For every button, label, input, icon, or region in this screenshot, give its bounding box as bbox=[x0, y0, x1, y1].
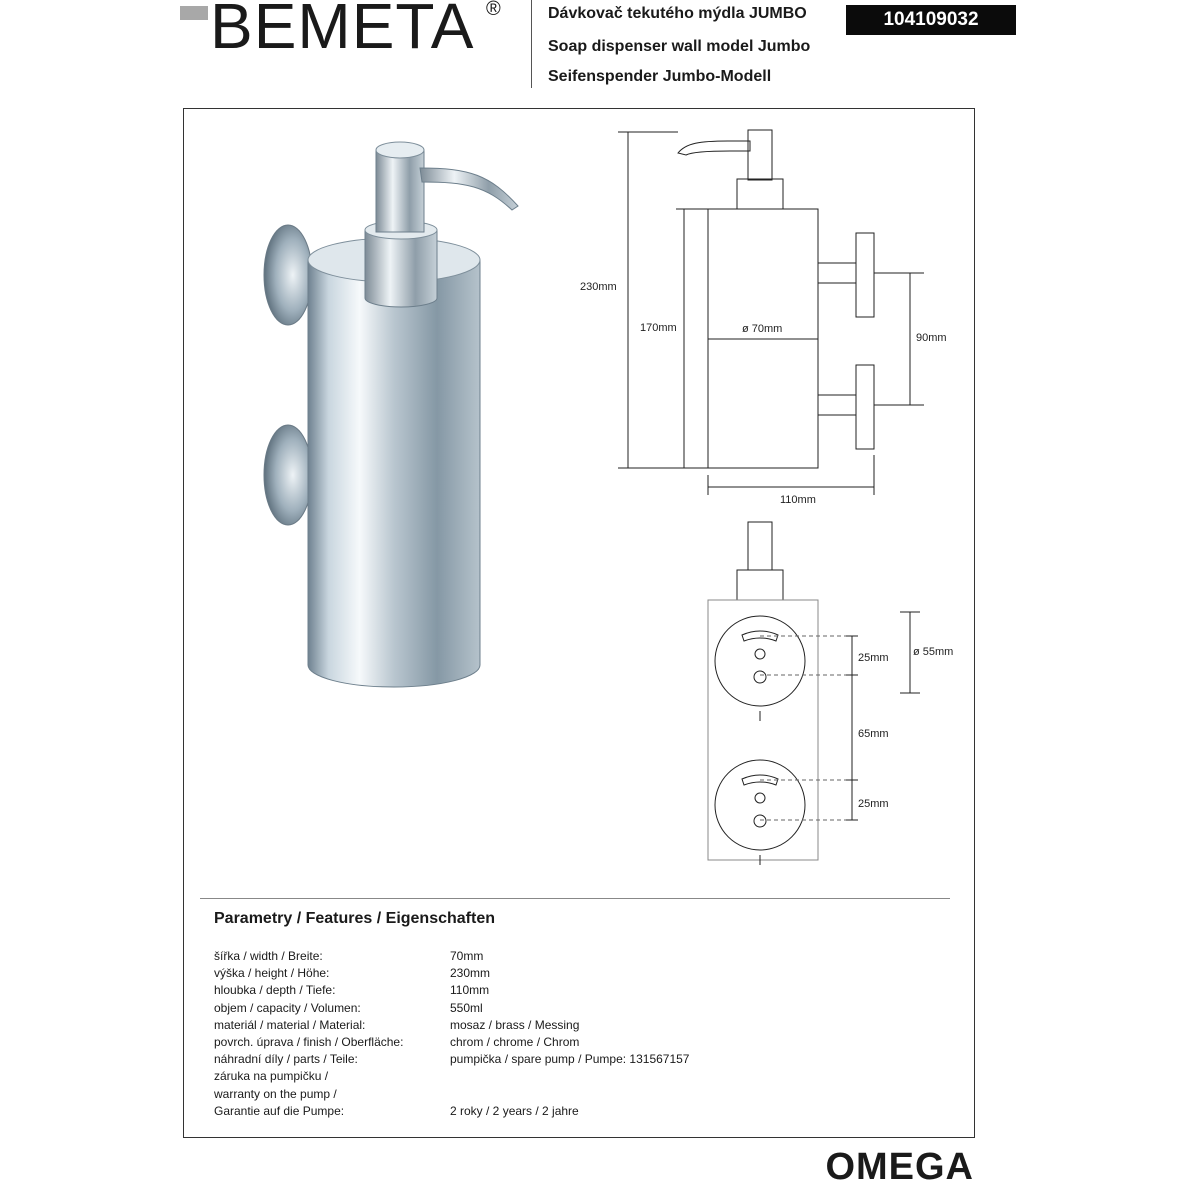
spec-row bbox=[214, 1034, 689, 1051]
dim-middle-spacing: 65mm bbox=[858, 728, 889, 740]
title-cz: Dávkovač tekutého mýdla JUMBO bbox=[548, 5, 807, 22]
spec-label: šířka / width / Breite: bbox=[214, 949, 323, 963]
spec-value: chrom / chrome / Chrom bbox=[450, 1035, 580, 1050]
pump-collar-outline bbox=[737, 179, 783, 209]
spec-label: materiál / material / Material: bbox=[214, 1017, 366, 1032]
header-divider bbox=[531, 0, 532, 88]
title-en: Soap dispenser wall model Jumbo bbox=[548, 38, 811, 55]
spec-label: záruka na pumpičku / bbox=[214, 1069, 329, 1084]
spec-table bbox=[214, 948, 689, 1120]
spec-row bbox=[214, 1068, 689, 1085]
technical-drawing bbox=[580, 115, 970, 885]
series-name: OMEGA bbox=[825, 1146, 974, 1188]
spec-value: 2 roky / 2 years / 2 jahre bbox=[450, 1103, 579, 1118]
spec-row bbox=[214, 965, 689, 982]
brand-logo: BEMETA bbox=[210, 0, 475, 62]
dim-diameter: ø 70mm bbox=[742, 323, 783, 335]
product-code: 104109032 bbox=[846, 5, 1016, 35]
pump-spout-outline bbox=[678, 141, 750, 155]
spec-value: 110mm bbox=[450, 983, 490, 998]
product-photo bbox=[250, 130, 540, 695]
spec-row bbox=[214, 1000, 689, 1017]
spec-value: 230mm bbox=[450, 966, 491, 981]
spec-value: 550ml bbox=[450, 1000, 483, 1015]
pump-stem-outline bbox=[748, 130, 772, 180]
spec-row bbox=[214, 1086, 689, 1103]
spec-label: Garantie auf die Pumpe: bbox=[214, 1103, 345, 1118]
dim-total-height: 230mm bbox=[580, 281, 617, 293]
spec-value: pumpička / spare pump / Pumpe: 131567157 bbox=[450, 1052, 690, 1067]
spec-label: hloubka / depth / Tiefe: bbox=[214, 983, 336, 998]
dim-body-height: 170mm bbox=[640, 322, 677, 334]
spec-value: 70mm bbox=[450, 949, 484, 963]
spec-label: výška / height / Höhe: bbox=[214, 966, 330, 981]
dim-lower-offset: 25mm bbox=[858, 798, 889, 810]
spec-value: mosaz / brass / Messing bbox=[450, 1017, 580, 1032]
spec-row bbox=[214, 1103, 689, 1120]
spec-row bbox=[214, 1017, 689, 1034]
spec-label: warranty on the pump / bbox=[214, 1086, 337, 1101]
registered-mark: ® bbox=[486, 0, 501, 20]
spec-label: povrch. úprava / finish / Oberfläche: bbox=[214, 1035, 404, 1050]
spec-row bbox=[214, 1051, 689, 1068]
logo-mark bbox=[180, 6, 208, 20]
dim-upper-offset: 25mm bbox=[858, 652, 889, 664]
spec-label: objem / capacity / Volumen: bbox=[214, 1000, 361, 1015]
dim-rosette-diameter: ø 55mm bbox=[913, 646, 954, 658]
features-title: Parametry / Features / Eigenschaften bbox=[214, 910, 495, 927]
dim-holder-spacing: 90mm bbox=[916, 332, 947, 344]
features-divider bbox=[200, 898, 950, 899]
spec-label: náhradní díly / parts / Teile: bbox=[214, 1052, 358, 1067]
spec-row bbox=[214, 948, 689, 965]
dim-depth: 110mm bbox=[780, 494, 816, 506]
spec-row bbox=[214, 982, 689, 999]
title-de: Seifenspender Jumbo-Modell bbox=[548, 68, 772, 85]
